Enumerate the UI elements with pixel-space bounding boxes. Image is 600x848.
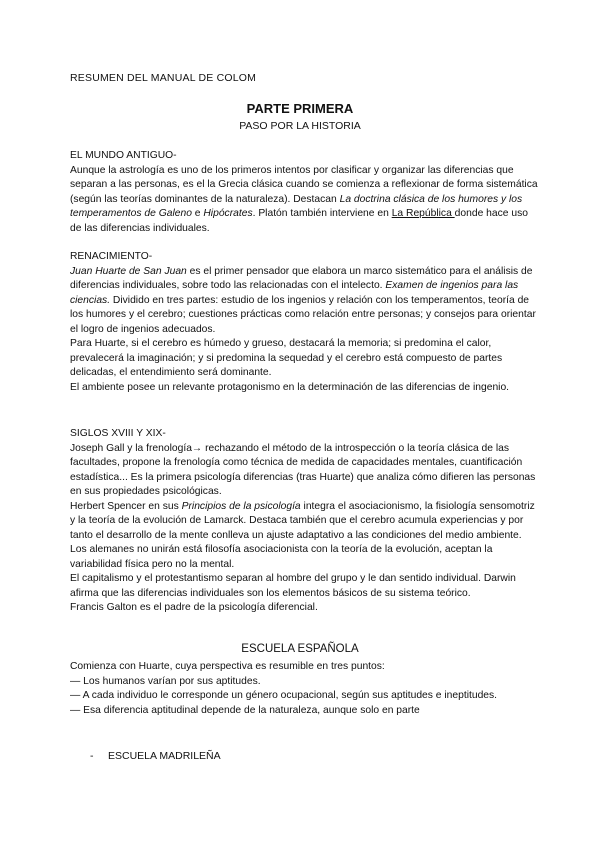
list-item: — Esa diferencia aptitudinal depende de la naturaleza, aunque solo en parte [70,704,420,716]
escuela-espanola-heading: ESCUELA ESPAÑOLA [241,643,359,655]
part-subtitle: PASO POR LA HISTORIA [239,120,361,132]
section-heading: EL MUNDO ANTIGUO- [70,150,177,161]
list-item: — A cada individuo le corresponde un género ocupacional, según sus aptitudes e ineptitudes. [70,690,498,701]
list-item: — Los humanos varían por sus aptitudes. [70,675,261,687]
paragraph: El capitalismo y el protestantismo separan al hombre del grupo y le dan sentido individual. Darwin afirma que las diferencias individuales son los elementos básicos de su sistema teórico. [70,573,516,599]
paragraph: Francis Galton es el padre de la psicología diferencial. [70,602,318,613]
section-heading: RENACIMIENTO- [70,251,153,262]
document-title: RESUMEN DEL MANUAL DE COLOM [70,72,257,84]
paragraph: Juan Huarte de San Juan es el primer pensador que elabora un marco sistemático para el análisis de diferencias individuales, sobre todo las relacionadas con el intelecto. Examen de ingenios para las ciencias. Dividido en tres partes: estudio de los ingenios y relación con los temperamentos, teoría de los humores y el cerebro; cuestiones prácticas como relación entre personas; y consejos para orientar el logro de ingenios adecuados. [70,265,536,335]
paragraph: Herbert Spencer en sus Principios de la psicología integra el asociacionismo, la fisiología sensomotriz y la teoría de la evolución de Lamarck. Destaca también que el cerebro acumula experiencias y por tanto el desarrollo de la mente conlleva un ajuste adaptativo a las condiciones del medio ambiente. Los alemanes no unirán está filosofía asociacionista con la teoría de la evolución, aceptan la variabilidad física pero no la mental. [70,500,535,570]
paragraph: El ambiente posee un relevante protagonismo en la determinación de las diferencias de ingenio. [70,381,510,393]
section-renacimiento [70,250,540,395]
part-title: PARTE PRIMERA [246,101,354,116]
sub-list-item [90,750,221,762]
list-dash: - [90,750,94,762]
paragraph: Aunque la astrología es uno de los primeros intentos por clasificar y organizar las diferencias que separan a las personas, es el la Grecia clásica cuando se comienza a reflexionar de forma sistemática (según las teorías dominantes de la naturaleza). Destacan La doctrina clásica de los humores y los temperamentos de Galeno e Hipócrates. Platón también interviene en La República donde hace uso de las diferencias individuales. [70,164,538,234]
section-mundo-antiguo [70,149,540,236]
paragraph: Comienza con Huarte, cuya perspectiva es resumible en tres puntos: [70,661,385,672]
book-title-link: La República [391,208,455,219]
section-heading: SIGLOS XVIII Y XIX- [70,428,166,439]
section-escuela-espanola [70,660,540,718]
paragraph: Para Huarte, si el cerebro es húmedo y grueso, destacará la memoria; si predomina el calor, prevalecerá la imaginación; y si predomina la sequedad y el cerebro está compuesto de partes delicadas, el entendimiento será dominante. [70,338,503,378]
paragraph: Joseph Gall y la frenología→ rechazando el método de la introspección o la teoría clásica de las facultades, propone la frenología como técnica de medida de capacidades mentales, cuantificación estadística... Es la primera psicología diferencias (tras Huarte) que analiza cómo difieren las personas en sus propiedades psicológicas. [70,442,536,497]
sub-list-label: ESCUELA MADRILEÑA [108,750,221,762]
section-siglos [70,427,540,616]
